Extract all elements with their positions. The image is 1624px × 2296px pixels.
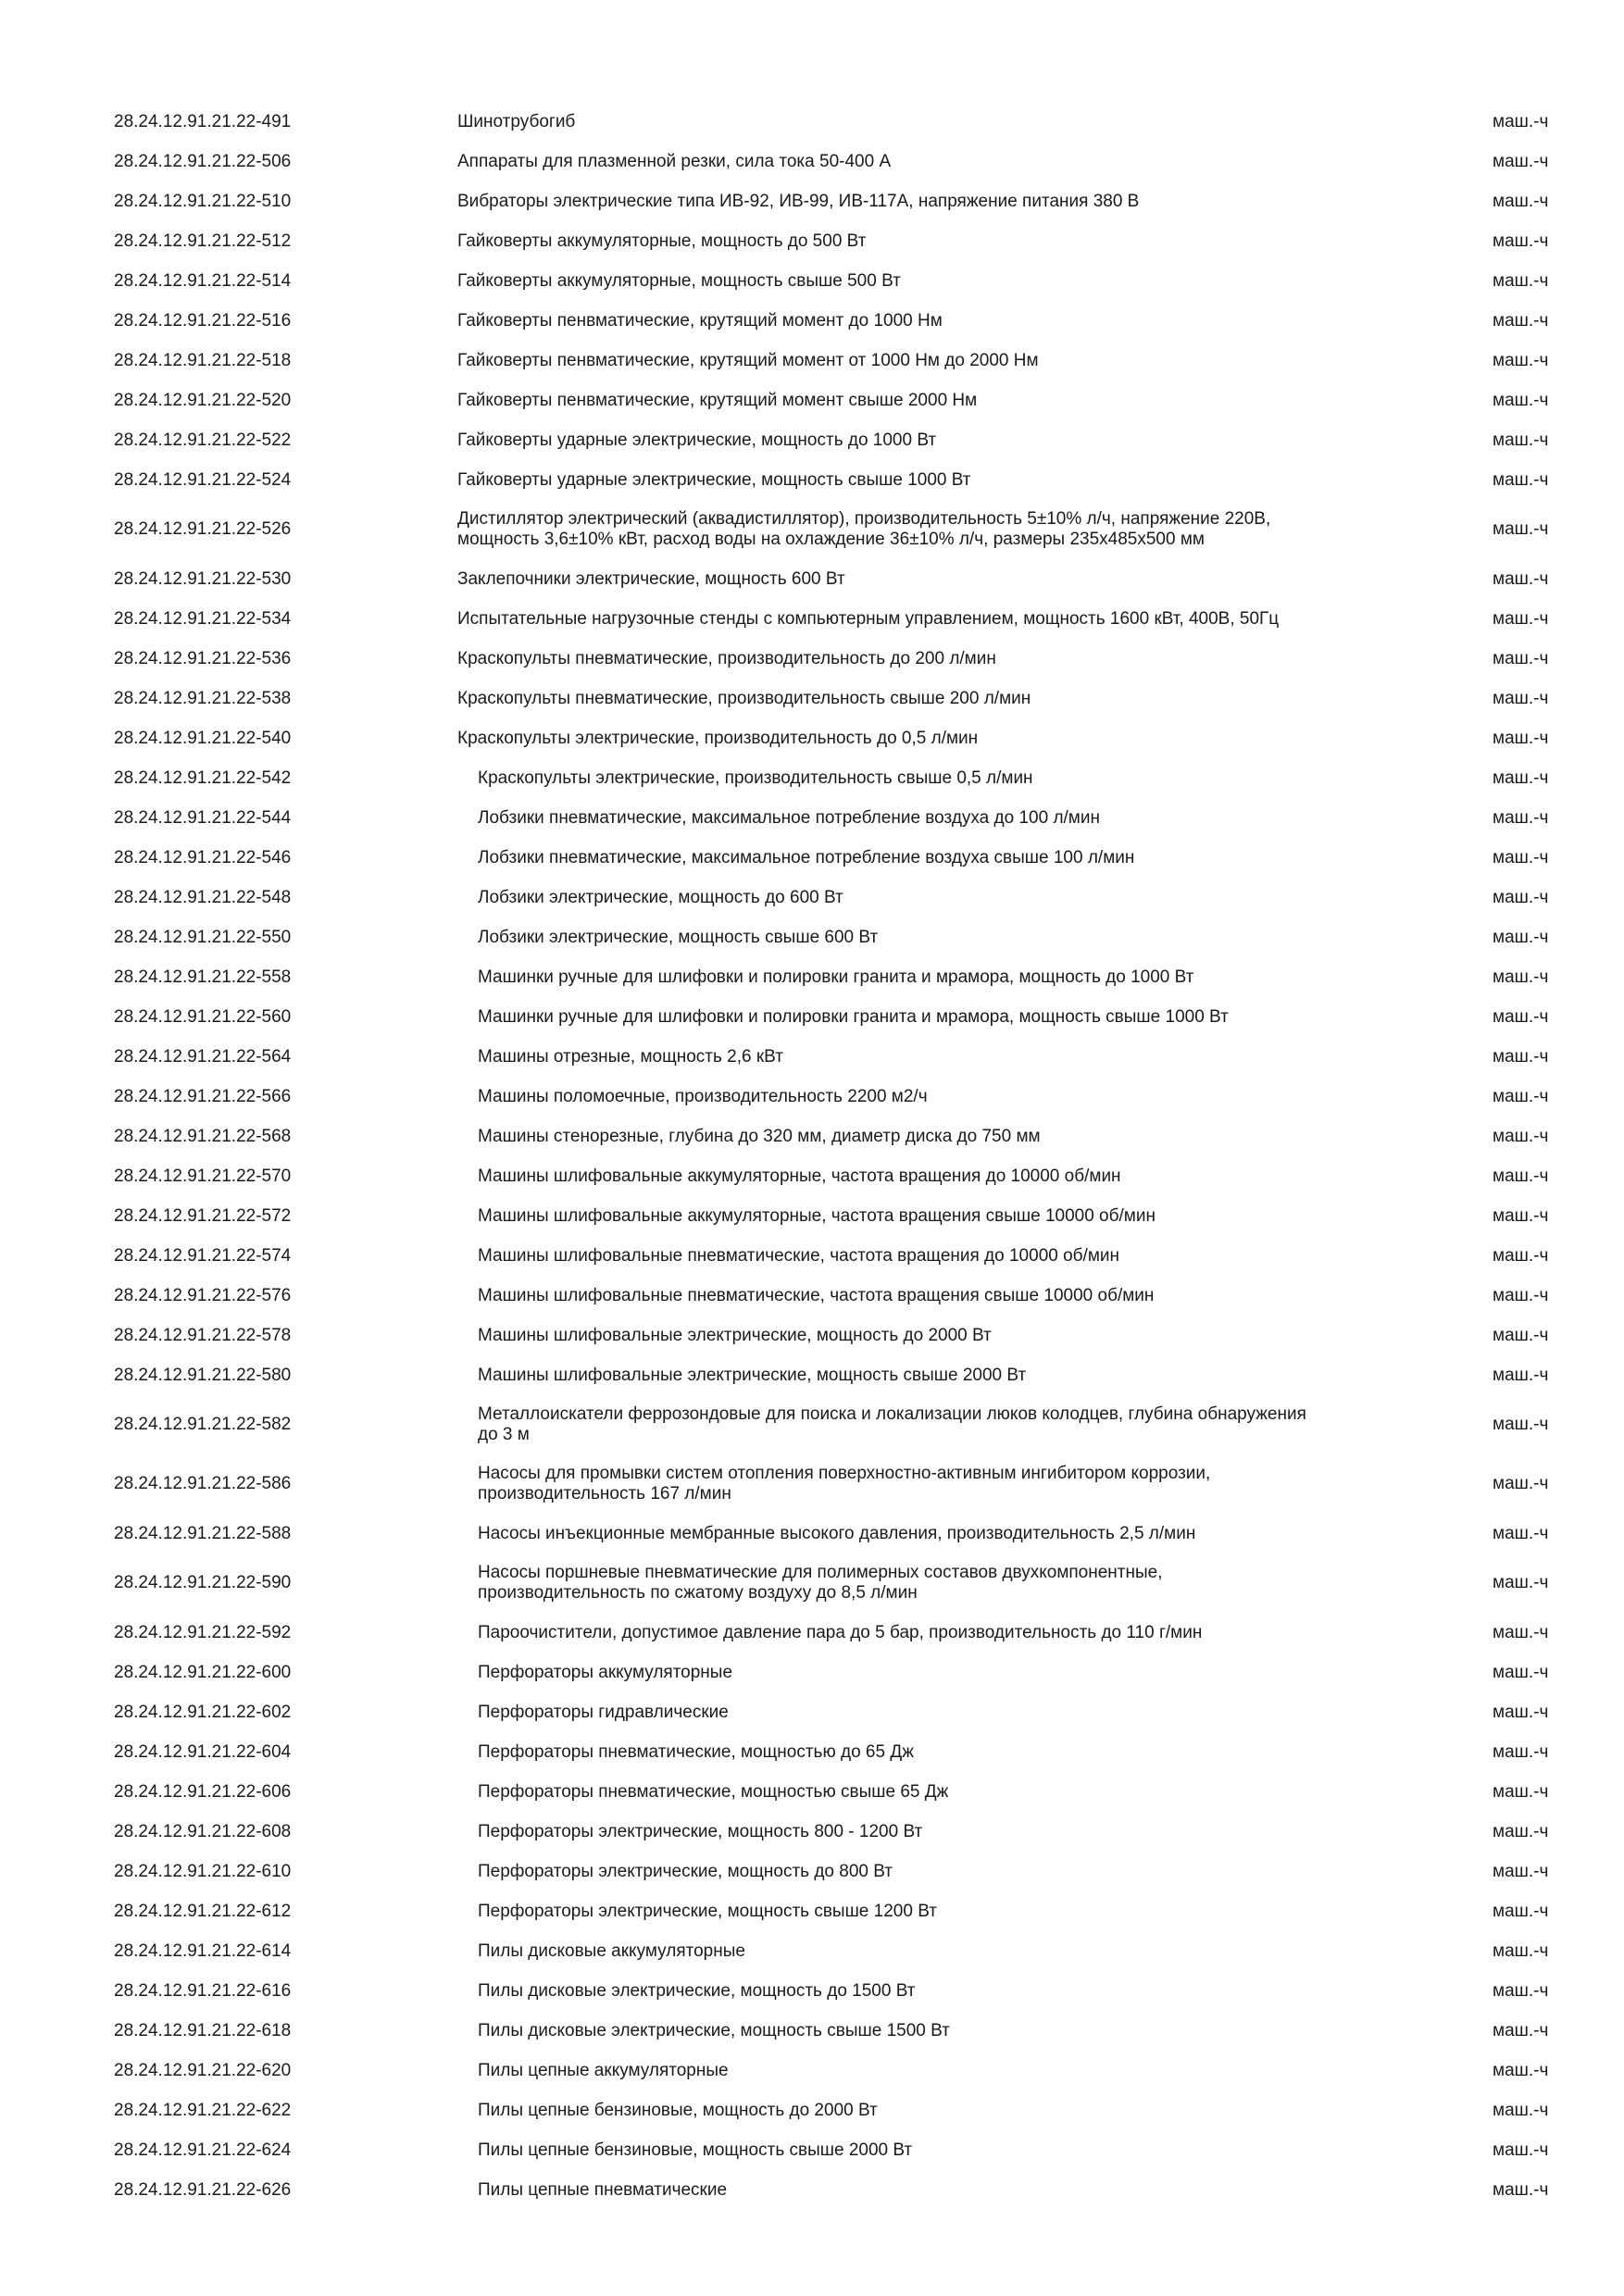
- table-row: [0, 838, 1624, 878]
- table-row: [0, 1196, 1624, 1236]
- table-row: [0, 1156, 1624, 1196]
- table-row: [0, 1276, 1624, 1316]
- unit-of-measure: маш.-ч: [1493, 111, 1549, 131]
- resource-name: Шинотрубогиб: [457, 111, 576, 131]
- resource-name-line: производительность по сжатому воздуху до 8,5 л/мин: [478, 1583, 918, 1603]
- table-row: [0, 1077, 1624, 1117]
- resource-code: 28.24.12.91.21.22-624: [114, 2140, 292, 2160]
- unit-of-measure: маш.-ч: [1493, 1415, 1549, 1434]
- unit-of-measure: маш.-ч: [1493, 1662, 1549, 1682]
- table-row: [0, 381, 1624, 420]
- resource-code: 28.24.12.91.21.22-514: [114, 270, 292, 291]
- unit-of-measure: маш.-ч: [1493, 847, 1549, 867]
- resource-code: 28.24.12.91.21.22-564: [114, 1046, 292, 1067]
- unit-of-measure: маш.-ч: [1493, 231, 1549, 251]
- resource-name: Машины шлифовальные аккумуляторные, частота вращения свыше 10000 об/мин: [478, 1205, 1156, 1226]
- resource-code: 28.24.12.91.21.22-582: [114, 1415, 292, 1434]
- unit-of-measure: маш.-ч: [1493, 688, 1549, 708]
- table-row: [0, 1971, 1624, 2011]
- resource-code: 28.24.12.91.21.22-518: [114, 350, 292, 370]
- resource-code: 28.24.12.91.21.22-538: [114, 688, 292, 708]
- resource-code: 28.24.12.91.21.22-626: [114, 2179, 292, 2200]
- resource-code: 28.24.12.91.21.22-510: [114, 191, 292, 211]
- resource-code: 28.24.12.91.21.22-592: [114, 1622, 292, 1642]
- resource-name: Лобзики пневматические, максимальное потребление воздуха до 100 л/мин: [478, 807, 1100, 828]
- resource-code: 28.24.12.91.21.22-586: [114, 1474, 292, 1493]
- table-row: [0, 1236, 1624, 1276]
- unit-of-measure: маш.-ч: [1493, 519, 1549, 539]
- table-row: [0, 1931, 1624, 1971]
- unit-of-measure: маш.-ч: [1493, 728, 1549, 748]
- unit-of-measure: маш.-ч: [1493, 927, 1549, 947]
- resource-name: Машины шлифовальные пневматические, частота вращения до 10000 об/мин: [478, 1245, 1119, 1266]
- unit-of-measure: маш.-ч: [1493, 390, 1549, 410]
- unit-of-measure: маш.-ч: [1493, 2140, 1549, 2160]
- unit-of-measure: маш.-ч: [1493, 151, 1549, 171]
- unit-of-measure: маш.-ч: [1493, 2060, 1549, 2080]
- unit-of-measure: маш.-ч: [1493, 430, 1549, 450]
- unit-of-measure: маш.-ч: [1493, 648, 1549, 668]
- table-row: [0, 1117, 1624, 1156]
- unit-of-measure: маш.-ч: [1493, 1046, 1549, 1067]
- resource-name: Заклепочники электрические, мощность 600 Вт: [457, 568, 845, 589]
- resource-name: Вибраторы электрические типа ИВ-92, ИВ-99, ИВ-117А, напряжение питания 380 В: [457, 191, 1140, 211]
- table-row: [0, 1812, 1624, 1852]
- unit-of-measure: маш.-ч: [1493, 1523, 1549, 1543]
- resource-name-lines: [478, 1563, 1163, 1603]
- resource-name: Краскопульты пневматические, производительность до 200 л/мин: [457, 648, 996, 668]
- table-row: [0, 1454, 1624, 1514]
- resource-name-lines: [478, 1404, 1306, 1445]
- unit-of-measure: маш.-ч: [1493, 1365, 1549, 1385]
- resource-name: Перфораторы аккумуляторные: [478, 1662, 733, 1682]
- resource-name: Пилы цепные бензиновые, мощность до 2000 Вт: [478, 2100, 878, 2120]
- table-row: [0, 1732, 1624, 1772]
- resource-name: Пилы дисковые аккумуляторные: [478, 1940, 745, 1961]
- resource-name: [478, 1395, 1431, 1454]
- resource-name: [478, 1554, 1431, 1613]
- table-row: [0, 878, 1624, 917]
- table-row: [0, 1772, 1624, 1812]
- table-row: [0, 1395, 1624, 1454]
- resource-code: 28.24.12.91.21.22-522: [114, 430, 292, 450]
- unit-of-measure: маш.-ч: [1493, 1861, 1549, 1881]
- table-row: [0, 917, 1624, 957]
- table-row: [0, 1554, 1624, 1613]
- unit-of-measure: маш.-ч: [1493, 1205, 1549, 1226]
- resource-name: Перфораторы электрические, мощность свыше 1200 Вт: [478, 1901, 937, 1921]
- unit-of-measure: маш.-ч: [1493, 1285, 1549, 1305]
- resource-name: Перфораторы гидравлические: [478, 1702, 729, 1722]
- resource-name-line: Насосы для промывки систем отопления поверхностно-активным ингибитором коррозии,: [478, 1464, 1211, 1483]
- unit-of-measure: маш.-ч: [1493, 350, 1549, 370]
- resource-code: 28.24.12.91.21.22-618: [114, 2020, 292, 2040]
- unit-of-measure: маш.-ч: [1493, 1126, 1549, 1146]
- resource-code: 28.24.12.91.21.22-614: [114, 1940, 292, 1961]
- table-row: [0, 1613, 1624, 1653]
- resource-name: Машинки ручные для шлифовки и полировки гранита и мрамора, мощность до 1000 Вт: [478, 967, 1194, 987]
- resource-code: 28.24.12.91.21.22-520: [114, 390, 292, 410]
- table-row: [0, 957, 1624, 997]
- unit-of-measure: маш.-ч: [1493, 1325, 1549, 1345]
- unit-of-measure: маш.-ч: [1493, 1901, 1549, 1921]
- resource-name: Пилы цепные пневматические: [478, 2179, 728, 2200]
- table-row: [0, 1514, 1624, 1554]
- resource-name: Перфораторы электрические, мощность до 800 Вт: [478, 1861, 893, 1881]
- resource-code: 28.24.12.91.21.22-622: [114, 2100, 292, 2120]
- resource-code: 28.24.12.91.21.22-580: [114, 1365, 292, 1385]
- resource-code: 28.24.12.91.21.22-568: [114, 1126, 292, 1146]
- resource-name: Пилы дисковые электрические, мощность свыше 1500 Вт: [478, 2020, 950, 2040]
- unit-of-measure: маш.-ч: [1493, 1781, 1549, 1802]
- table-row: [0, 221, 1624, 261]
- resource-name: Гайковерты ударные электрические, мощность свыше 1000 Вт: [457, 469, 971, 490]
- resource-code: 28.24.12.91.21.22-606: [114, 1781, 292, 1802]
- resource-name: Машины шлифовальные аккумуляторные, частота вращения до 10000 об/мин: [478, 1166, 1121, 1186]
- resource-name: Перфораторы электрические, мощность 800 - 1200 Вт: [478, 1821, 923, 1841]
- resource-name: Краскопульты пневматические, производительность свыше 200 л/мин: [457, 688, 1031, 708]
- table-row: [0, 420, 1624, 460]
- resource-name: Машины стенорезные, глубина до 320 мм, диаметр диска до 750 мм: [478, 1126, 1041, 1146]
- table-row: [0, 1316, 1624, 1355]
- table-row: [0, 500, 1624, 559]
- table-row: [0, 599, 1624, 639]
- resource-code: 28.24.12.91.21.22-542: [114, 767, 292, 788]
- resource-code: 28.24.12.91.21.22-578: [114, 1325, 292, 1345]
- unit-of-measure: маш.-ч: [1493, 310, 1549, 331]
- table-row: [0, 2170, 1624, 2210]
- unit-of-measure: маш.-ч: [1493, 1940, 1549, 1961]
- table-row: [0, 997, 1624, 1037]
- unit-of-measure: маш.-ч: [1493, 469, 1549, 490]
- resource-name-line: Дистиллятор электрический (аквадистиллятор), производительность 5±10% л/ч, напряжение 220В,: [457, 509, 1271, 529]
- unit-of-measure: маш.-ч: [1493, 1980, 1549, 2001]
- resource-name: Машины шлифовальные пневматические, частота вращения свыше 10000 об/мин: [478, 1285, 1155, 1305]
- resource-code: 28.24.12.91.21.22-558: [114, 967, 292, 987]
- resource-name: Насосы инъекционные мембранные высокого давления, производительность 2,5 л/мин: [478, 1523, 1196, 1543]
- unit-of-measure: маш.-ч: [1493, 191, 1549, 211]
- resource-name: Гайковерты пенвматические, крутящий момент до 1000 Нм: [457, 310, 943, 331]
- resource-name: Машины поломоечные, производительность 2200 м2/ч: [478, 1086, 928, 1106]
- resource-code: 28.24.12.91.21.22-530: [114, 568, 292, 589]
- resource-name-line: Насосы поршневые пневматические для полимерных составов двухкомпонентные,: [478, 1563, 1163, 1582]
- resource-name: [478, 1454, 1431, 1514]
- unit-of-measure: маш.-ч: [1493, 2100, 1549, 2120]
- resource-name-line: мощность 3,6±10% кВт, расход воды на охлаждение 36±10% л/ч, размеры 235х485х500 мм: [457, 530, 1205, 549]
- table-row: [0, 679, 1624, 718]
- table-row: [0, 261, 1624, 301]
- unit-of-measure: маш.-ч: [1493, 967, 1549, 987]
- resource-code: 28.24.12.91.21.22-590: [114, 1573, 292, 1592]
- resource-name: Гайковерты аккумуляторные, мощность свыше 500 Вт: [457, 270, 901, 291]
- resource-code: 28.24.12.91.21.22-572: [114, 1205, 292, 1226]
- unit-of-measure: маш.-ч: [1493, 1245, 1549, 1266]
- table-row: [0, 758, 1624, 798]
- resource-name-line: производительность 167 л/мин: [478, 1484, 731, 1504]
- resource-code: 28.24.12.91.21.22-600: [114, 1662, 292, 1682]
- table-row: [0, 142, 1624, 181]
- resource-name-lines: [457, 509, 1270, 550]
- table-row: [0, 718, 1624, 758]
- machine-rates-table: [0, 102, 1624, 2210]
- unit-of-measure: маш.-ч: [1493, 1166, 1549, 1186]
- resource-name-line: до 3 м: [478, 1425, 530, 1444]
- table-row: [0, 301, 1624, 341]
- table-row: [0, 639, 1624, 679]
- table-row: [0, 559, 1624, 599]
- resource-name-line: Металлоискатели феррозондовые для поиска и локализации люков колодцев, глубина обнаружения: [478, 1404, 1306, 1424]
- table-row: [0, 798, 1624, 838]
- table-row: [0, 102, 1624, 142]
- table-row: [0, 460, 1624, 500]
- table-row: [0, 2130, 1624, 2170]
- table-row: [0, 1355, 1624, 1395]
- table-row: [0, 1891, 1624, 1931]
- unit-of-measure: маш.-ч: [1493, 1474, 1549, 1493]
- resource-name: Испытательные нагрузочные стенды с компьютерным управлением, мощность 1600 кВт, 400В, 50Гц: [457, 608, 1280, 629]
- resource-name: Машины шлифовальные электрические, мощность до 2000 Вт: [478, 1325, 992, 1345]
- table-row: [0, 1037, 1624, 1077]
- resource-code: 28.24.12.91.21.22-512: [114, 231, 292, 251]
- table-row: [0, 1692, 1624, 1732]
- resource-name: Пилы цепные бензиновые, мощность свыше 2000 Вт: [478, 2140, 913, 2160]
- table-row: [0, 341, 1624, 381]
- resource-code: 28.24.12.91.21.22-516: [114, 310, 292, 331]
- table-row: [0, 1852, 1624, 1891]
- resource-code: 28.24.12.91.21.22-608: [114, 1821, 292, 1841]
- resource-name-lines: [478, 1464, 1210, 1504]
- table-row: [0, 181, 1624, 221]
- resource-code: 28.24.12.91.21.22-574: [114, 1245, 292, 1266]
- unit-of-measure: маш.-ч: [1493, 608, 1549, 629]
- resource-name: Лобзики электрические, мощность до 600 Вт: [478, 887, 843, 907]
- resource-code: 28.24.12.91.21.22-560: [114, 1006, 292, 1027]
- resource-code: 28.24.12.91.21.22-491: [114, 111, 292, 131]
- resource-code: 28.24.12.91.21.22-524: [114, 469, 292, 490]
- resource-code: 28.24.12.91.21.22-604: [114, 1741, 292, 1762]
- resource-code: 28.24.12.91.21.22-548: [114, 887, 292, 907]
- table-row: [0, 2090, 1624, 2130]
- resource-name: Аппараты для плазменной резки, сила тока 50-400 А: [457, 151, 892, 171]
- resource-name: Гайковерты ударные электрические, мощность до 1000 Вт: [457, 430, 937, 450]
- unit-of-measure: маш.-ч: [1493, 1006, 1549, 1027]
- resource-name: Лобзики пневматические, максимальное потребление воздуха свыше 100 л/мин: [478, 847, 1135, 867]
- unit-of-measure: маш.-ч: [1493, 1702, 1549, 1722]
- table-row: [0, 2051, 1624, 2090]
- unit-of-measure: маш.-ч: [1493, 1086, 1549, 1106]
- resource-code: 28.24.12.91.21.22-526: [114, 519, 292, 539]
- resource-name: Краскопульты электрические, производительность свыше 0,5 л/мин: [478, 767, 1033, 788]
- resource-name: [457, 500, 1430, 559]
- resource-name: Машины шлифовальные электрические, мощность свыше 2000 Вт: [478, 1365, 1027, 1385]
- unit-of-measure: маш.-ч: [1493, 1821, 1549, 1841]
- unit-of-measure: маш.-ч: [1493, 767, 1549, 788]
- resource-name: Машинки ручные для шлифовки и полировки гранита и мрамора, мощность свыше 1000 Вт: [478, 1006, 1229, 1027]
- resource-name: Пароочистители, допустимое давление пара до 5 бар, производительность до 110 г/мин: [478, 1622, 1203, 1642]
- unit-of-measure: маш.-ч: [1493, 1573, 1549, 1592]
- unit-of-measure: маш.-ч: [1493, 2020, 1549, 2040]
- resource-code: 28.24.12.91.21.22-566: [114, 1086, 292, 1106]
- resource-code: 28.24.12.91.21.22-610: [114, 1861, 292, 1881]
- resource-code: 28.24.12.91.21.22-620: [114, 2060, 292, 2080]
- resource-code: 28.24.12.91.21.22-544: [114, 807, 292, 828]
- table-row: [0, 2011, 1624, 2051]
- resource-code: 28.24.12.91.21.22-506: [114, 151, 292, 171]
- resource-name: Гайковерты пенвматические, крутящий момент свыше 2000 Нм: [457, 390, 978, 410]
- resource-name: Перфораторы пневматические, мощностью свыше 65 Дж: [478, 1781, 949, 1802]
- unit-of-measure: маш.-ч: [1493, 887, 1549, 907]
- resource-name: Гайковерты пенвматические, крутящий момент от 1000 Нм до 2000 Нм: [457, 350, 1039, 370]
- resource-name: Перфораторы пневматические, мощностью до 65 Дж: [478, 1741, 914, 1762]
- resource-code: 28.24.12.91.21.22-616: [114, 1980, 292, 2001]
- resource-code: 28.24.12.91.21.22-570: [114, 1166, 292, 1186]
- resource-name: Машины отрезные, мощность 2,6 кВт: [478, 1046, 783, 1067]
- unit-of-measure: маш.-ч: [1493, 1622, 1549, 1642]
- resource-name: Пилы дисковые электрические, мощность до 1500 Вт: [478, 1980, 916, 2001]
- resource-code: 28.24.12.91.21.22-536: [114, 648, 292, 668]
- resource-name: Гайковерты аккумуляторные, мощность до 500 Вт: [457, 231, 867, 251]
- resource-code: 28.24.12.91.21.22-534: [114, 608, 292, 629]
- resource-code: 28.24.12.91.21.22-540: [114, 728, 292, 748]
- resource-code: 28.24.12.91.21.22-602: [114, 1702, 292, 1722]
- unit-of-measure: маш.-ч: [1493, 568, 1549, 589]
- table-row: [0, 1653, 1624, 1692]
- unit-of-measure: маш.-ч: [1493, 1741, 1549, 1762]
- resource-name: Краскопульты электрические, производительность до 0,5 л/мин: [457, 728, 979, 748]
- resource-name: Пилы цепные аккумуляторные: [478, 2060, 729, 2080]
- resource-code: 28.24.12.91.21.22-588: [114, 1523, 292, 1543]
- unit-of-measure: маш.-ч: [1493, 2179, 1549, 2200]
- resource-code: 28.24.12.91.21.22-550: [114, 927, 292, 947]
- unit-of-measure: маш.-ч: [1493, 807, 1549, 828]
- resource-name: Лобзики электрические, мощность свыше 600 Вт: [478, 927, 879, 947]
- unit-of-measure: маш.-ч: [1493, 270, 1549, 291]
- resource-code: 28.24.12.91.21.22-576: [114, 1285, 292, 1305]
- resource-code: 28.24.12.91.21.22-546: [114, 847, 292, 867]
- resource-code: 28.24.12.91.21.22-612: [114, 1901, 292, 1921]
